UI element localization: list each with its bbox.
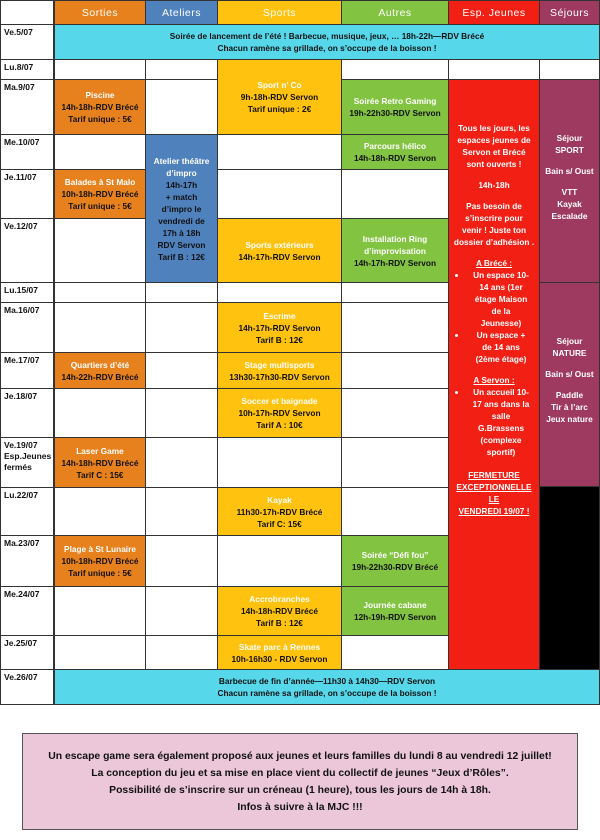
esp-list-item [467,329,535,365]
event-escrime [217,302,342,353]
esp-servon-list [453,386,535,458]
day-label: Lu.15/07 [0,282,54,303]
event-laser-game [54,437,146,488]
event-piscine [54,79,146,135]
esp-line: salle [491,411,511,421]
event-line: Tarif unique : 2€ [247,104,312,114]
esp-line: espaces jeunes de [457,135,531,145]
empty-cell [145,487,218,536]
event-line: Tarif B : 12€ [256,618,303,628]
header-esp-jeunes: Esp. Jeunes [448,0,540,25]
event-line: Tarif unique : 5€ [68,568,132,578]
header-sports: Sports [217,0,342,25]
sejour-line: Séjour [556,336,583,346]
event-line: 14h-18h-RDV Brécé [240,606,318,616]
empty-cell [217,437,342,488]
esp-line: s’inscrire pour [465,213,523,223]
event-line: 14h-17h-RDV Servon [353,257,437,268]
sejour-line: Kayak [557,198,582,209]
esp-brece-list [453,269,535,365]
event-atelier-theatre [145,134,218,283]
event-title: Quartiers d’été [70,359,130,370]
sejour-title [540,335,599,359]
event-accrobranches [217,586,342,636]
event-title: Piscine [85,90,115,100]
day-label: Me.10/07 [0,134,54,170]
sejour-line: Tir à l’arc [551,402,588,412]
event-line: 14h-17h [165,179,198,190]
sejour-line: VTT [561,186,578,197]
empty-cell [539,59,600,80]
event-title: Balades à St Malo [64,177,136,187]
event-line: RDV Servon [157,239,206,250]
esp-brece-title: A Brécé : [475,258,513,268]
empty-cell [54,302,146,353]
day-label: Me.17/07 [0,352,54,389]
esp-servon-title: A Servon : [473,375,515,385]
event-line: Tarif B : 12€ [256,334,303,345]
esp-line: Tous les jours, les [458,123,530,133]
event-title: Soccer et baignade [241,396,318,406]
sejour-sport [539,79,600,283]
event-title: Parcours hélico [363,141,427,151]
event-line: 19h-22h30-RDV Brécé [351,562,439,572]
empty-cell [341,487,449,536]
empty-cell [145,437,218,488]
empty-cell [54,586,146,636]
empty-cell [217,282,342,303]
empty-cell [341,302,449,353]
esp-hours: 14h-18h [478,180,510,190]
esp-line: 17 ans dans la [472,399,530,409]
empty-cell [217,134,342,170]
empty-cell [54,388,146,438]
event-line: 10h-16h30 - RDV Servon [231,653,328,664]
header-autres: Autres [341,0,449,25]
esp-line: EXCEPTIONNELLE LE [456,482,532,504]
day-label: Ve.12/07 [0,218,54,283]
empty-cell [145,59,218,80]
sejour-activities [540,186,599,222]
day-label: Je.11/07 [0,169,54,219]
event-line: 17h à 18h [162,227,201,238]
event-title: Atelier théâtre [153,155,210,166]
empty-cell [54,218,146,283]
empty-cell [341,388,449,438]
event-retro-gaming [341,79,449,135]
banner-line: Soirée de lancement de l’été ! Barbecue, musique, jeux, … 18h-22h—RDV Brécé [169,31,485,41]
esp-line: Un accueil 10- [473,387,529,397]
esp-line: Servon et Brécé [462,147,526,157]
day-label: Me.24/07 [0,586,54,636]
empty-cell [145,352,218,389]
event-plage-st-lunaire [54,535,146,587]
event-line: 14h-17h-RDV Servon [238,251,321,262]
event-stage-multisports [217,352,342,389]
event-line: 10h-17h-RDV Servon [238,408,321,418]
sejour-line: SPORT [555,144,584,155]
empty-cell [341,282,449,303]
esp-line: Un espace + [476,330,526,340]
esp-line: (complexe [480,435,522,445]
sejour-place: Bain s/ Oust [545,165,594,176]
header-sorties: Sorties [54,0,146,25]
espaces-jeunes-info [448,79,540,670]
event-title: Skate parc à Rennes [238,641,321,652]
esp-line: Pas besoin de [466,201,522,211]
day-label: Ve.26/07 [0,669,54,705]
day-label: Je.18/07 [0,388,54,438]
empty-cell [448,59,540,80]
empty-cell [145,586,218,636]
event-line: vendredi de [158,215,205,226]
day-label: Lu.22/07 [0,487,54,536]
empty-cell [145,302,218,353]
event-line: Tarif unique : 5€ [68,201,132,211]
empty-cell [217,169,342,219]
event-line: 19h-22h30-RDV Servon [349,108,441,118]
event-line: 13h30-17h30-RDV Servon [229,371,330,382]
empty-cell [341,59,449,80]
empty-cell [341,169,449,219]
empty-cell [145,282,218,303]
event-title: Sport n’ Co [257,80,302,90]
sejour-line: NATURE [552,348,587,358]
esp-line: (2ème étage) [475,354,527,364]
note-line: La conception du jeu et sa mise en place vient du collectif de jeunes “Jeux d’Rôles”. [91,767,509,779]
event-line: 9h-18h-RDV Servon [240,92,319,102]
esp-line: Jeunesse) [480,318,522,328]
banner-line: Chacun ramène sa grillade, on s’occupe de la boisson ! [217,688,437,698]
day-label: Ma.9/07 [0,79,54,135]
day-label-line: fermés [4,462,32,472]
empty-cell [341,635,449,670]
event-line: 12h-19h-RDV Servon [353,612,437,622]
esp-line: VENDREDI 19/07 ! [458,506,530,516]
event-line: Tarif A : 10€ [256,420,303,430]
sejour-line: Paddle [555,390,584,400]
sejour-activities [540,389,599,425]
event-defi-fou [341,535,449,587]
day-label: Ma.23/07 [0,535,54,587]
sejour-place: Bain s/ Oust [545,369,594,379]
event-title: Escrime [263,310,296,321]
sejour-nature [539,282,600,487]
esp-line: de 14 ans [482,342,520,352]
event-parcours-helico [341,134,449,170]
event-sports-exterieurs [217,218,342,283]
header-corner [0,0,54,25]
esp-line: FERMETURE [468,470,520,480]
event-balades-st-malo [54,169,146,219]
sejour-line: Escalade [551,210,588,221]
event-title: Accrobranches [249,594,310,604]
opening-banner [54,24,600,60]
event-title: Soirée “Défi fou” [361,550,429,560]
esp-closure-notice [453,469,535,517]
esp-list-item [467,269,535,329]
event-sport-n-co [217,59,342,135]
event-title: Laser Game [76,445,124,456]
sejour-title [540,132,599,156]
event-title: Journée cabane [363,600,427,610]
event-line: 14h-18h-RDV Brécé [61,457,139,468]
event-line: 14h-18h-RDV Brécé [61,102,139,112]
note-line: Un escape game sera également proposé aux jeunes et leurs familles du lundi 8 au vendredi 12 juillet! [48,750,552,762]
event-line: 10h-18h-RDV Brécé [61,189,139,199]
day-label-line: Esp.Jeunes [4,451,52,461]
empty-cell [54,59,146,80]
event-line: d’impro le [161,203,202,214]
event-line: 11h30-17h-RDV Brécé [236,506,323,517]
esp-info [453,200,535,248]
escape-game-note [22,733,578,830]
event-skate-parc [217,635,342,670]
esp-line: G.Brassens [477,423,525,433]
empty-cell [54,134,146,170]
event-quartiers-ete [54,352,146,389]
event-title: Sports extérieurs [245,239,314,250]
header-sejours: Séjours [539,0,600,25]
day-label: Je.25/07 [0,635,54,670]
note-line: Possibilité de s’inscrire sur un créneau (1 heure), tous les jours de 14h à 18h. [109,784,491,796]
note-line: Infos à suivre à la MJC !!! [237,801,363,813]
empty-cell [145,388,218,438]
esp-line: Un espace 10- [473,270,529,280]
event-ring-improvisation [341,218,449,283]
empty-cell [217,535,342,587]
empty-cell [341,437,449,488]
event-line: + match [165,191,198,202]
esp-line: de la [491,306,511,316]
esp-line: sportif) [486,447,516,457]
event-title: Kayak [267,494,292,505]
event-line: 10h-18h-RDV Brécé [61,556,139,566]
esp-intro [453,122,535,170]
esp-line: sont ouverts ! [466,159,522,169]
empty-cell [145,535,218,587]
event-line: Tarif C : 15€ [76,469,124,480]
empty-cell [145,635,218,670]
header-ateliers: Ateliers [145,0,218,25]
day-label: Ma.16/07 [0,302,54,353]
day-label: Lu.8/07 [0,59,54,80]
event-line: Tarif B : 12€ [158,251,205,262]
event-journee-cabane [341,586,449,636]
day-label: Ve.5/07 [0,24,54,60]
event-kayak [217,487,342,536]
banner-line: Barbecue de fin d’année—11h30 à 14h30—RDV Servon [218,676,436,686]
esp-line: dossier d’adhésion . [453,237,535,247]
empty-cell [145,79,218,135]
esp-line: 14 ans (1er [479,282,523,292]
banner-line: Chacun ramène sa grillade, on s’occupe de la boisson ! [217,43,437,53]
event-line: 14h-22h-RDV Brécé [61,371,139,382]
empty-cell [341,352,449,389]
event-line: Tarif C: 15€ [257,518,302,529]
empty-cell [54,282,146,303]
sejour-line: Jeux nature [546,414,593,424]
day-label-line: Ve.19/07 [4,440,38,450]
event-title: Soirée Retro Gaming [353,96,437,106]
event-title: Stage multisports [244,359,315,370]
empty-cell [54,635,146,670]
event-soccer-baignade [217,388,342,438]
event-line: 14h-18h-RDV Servon [353,153,437,163]
event-title: Plage à St Lunaire [64,544,136,554]
event-line: 14h-17h-RDV Servon [238,322,321,333]
empty-cell [54,487,146,536]
esp-list-item [467,386,535,458]
event-line: Tarif unique : 5€ [68,114,132,124]
sejour-line: Séjour [556,132,583,143]
event-title: d’improvisation [364,245,426,256]
esp-line: étage Maison [474,294,528,304]
sejour-empty-block [539,486,600,670]
esp-line: venir ! Juste ton [461,225,527,235]
closing-banner [54,669,600,705]
event-title: d’impro [166,167,197,178]
event-title: Installation Ring [362,233,428,244]
day-label-ve19 [0,437,54,488]
